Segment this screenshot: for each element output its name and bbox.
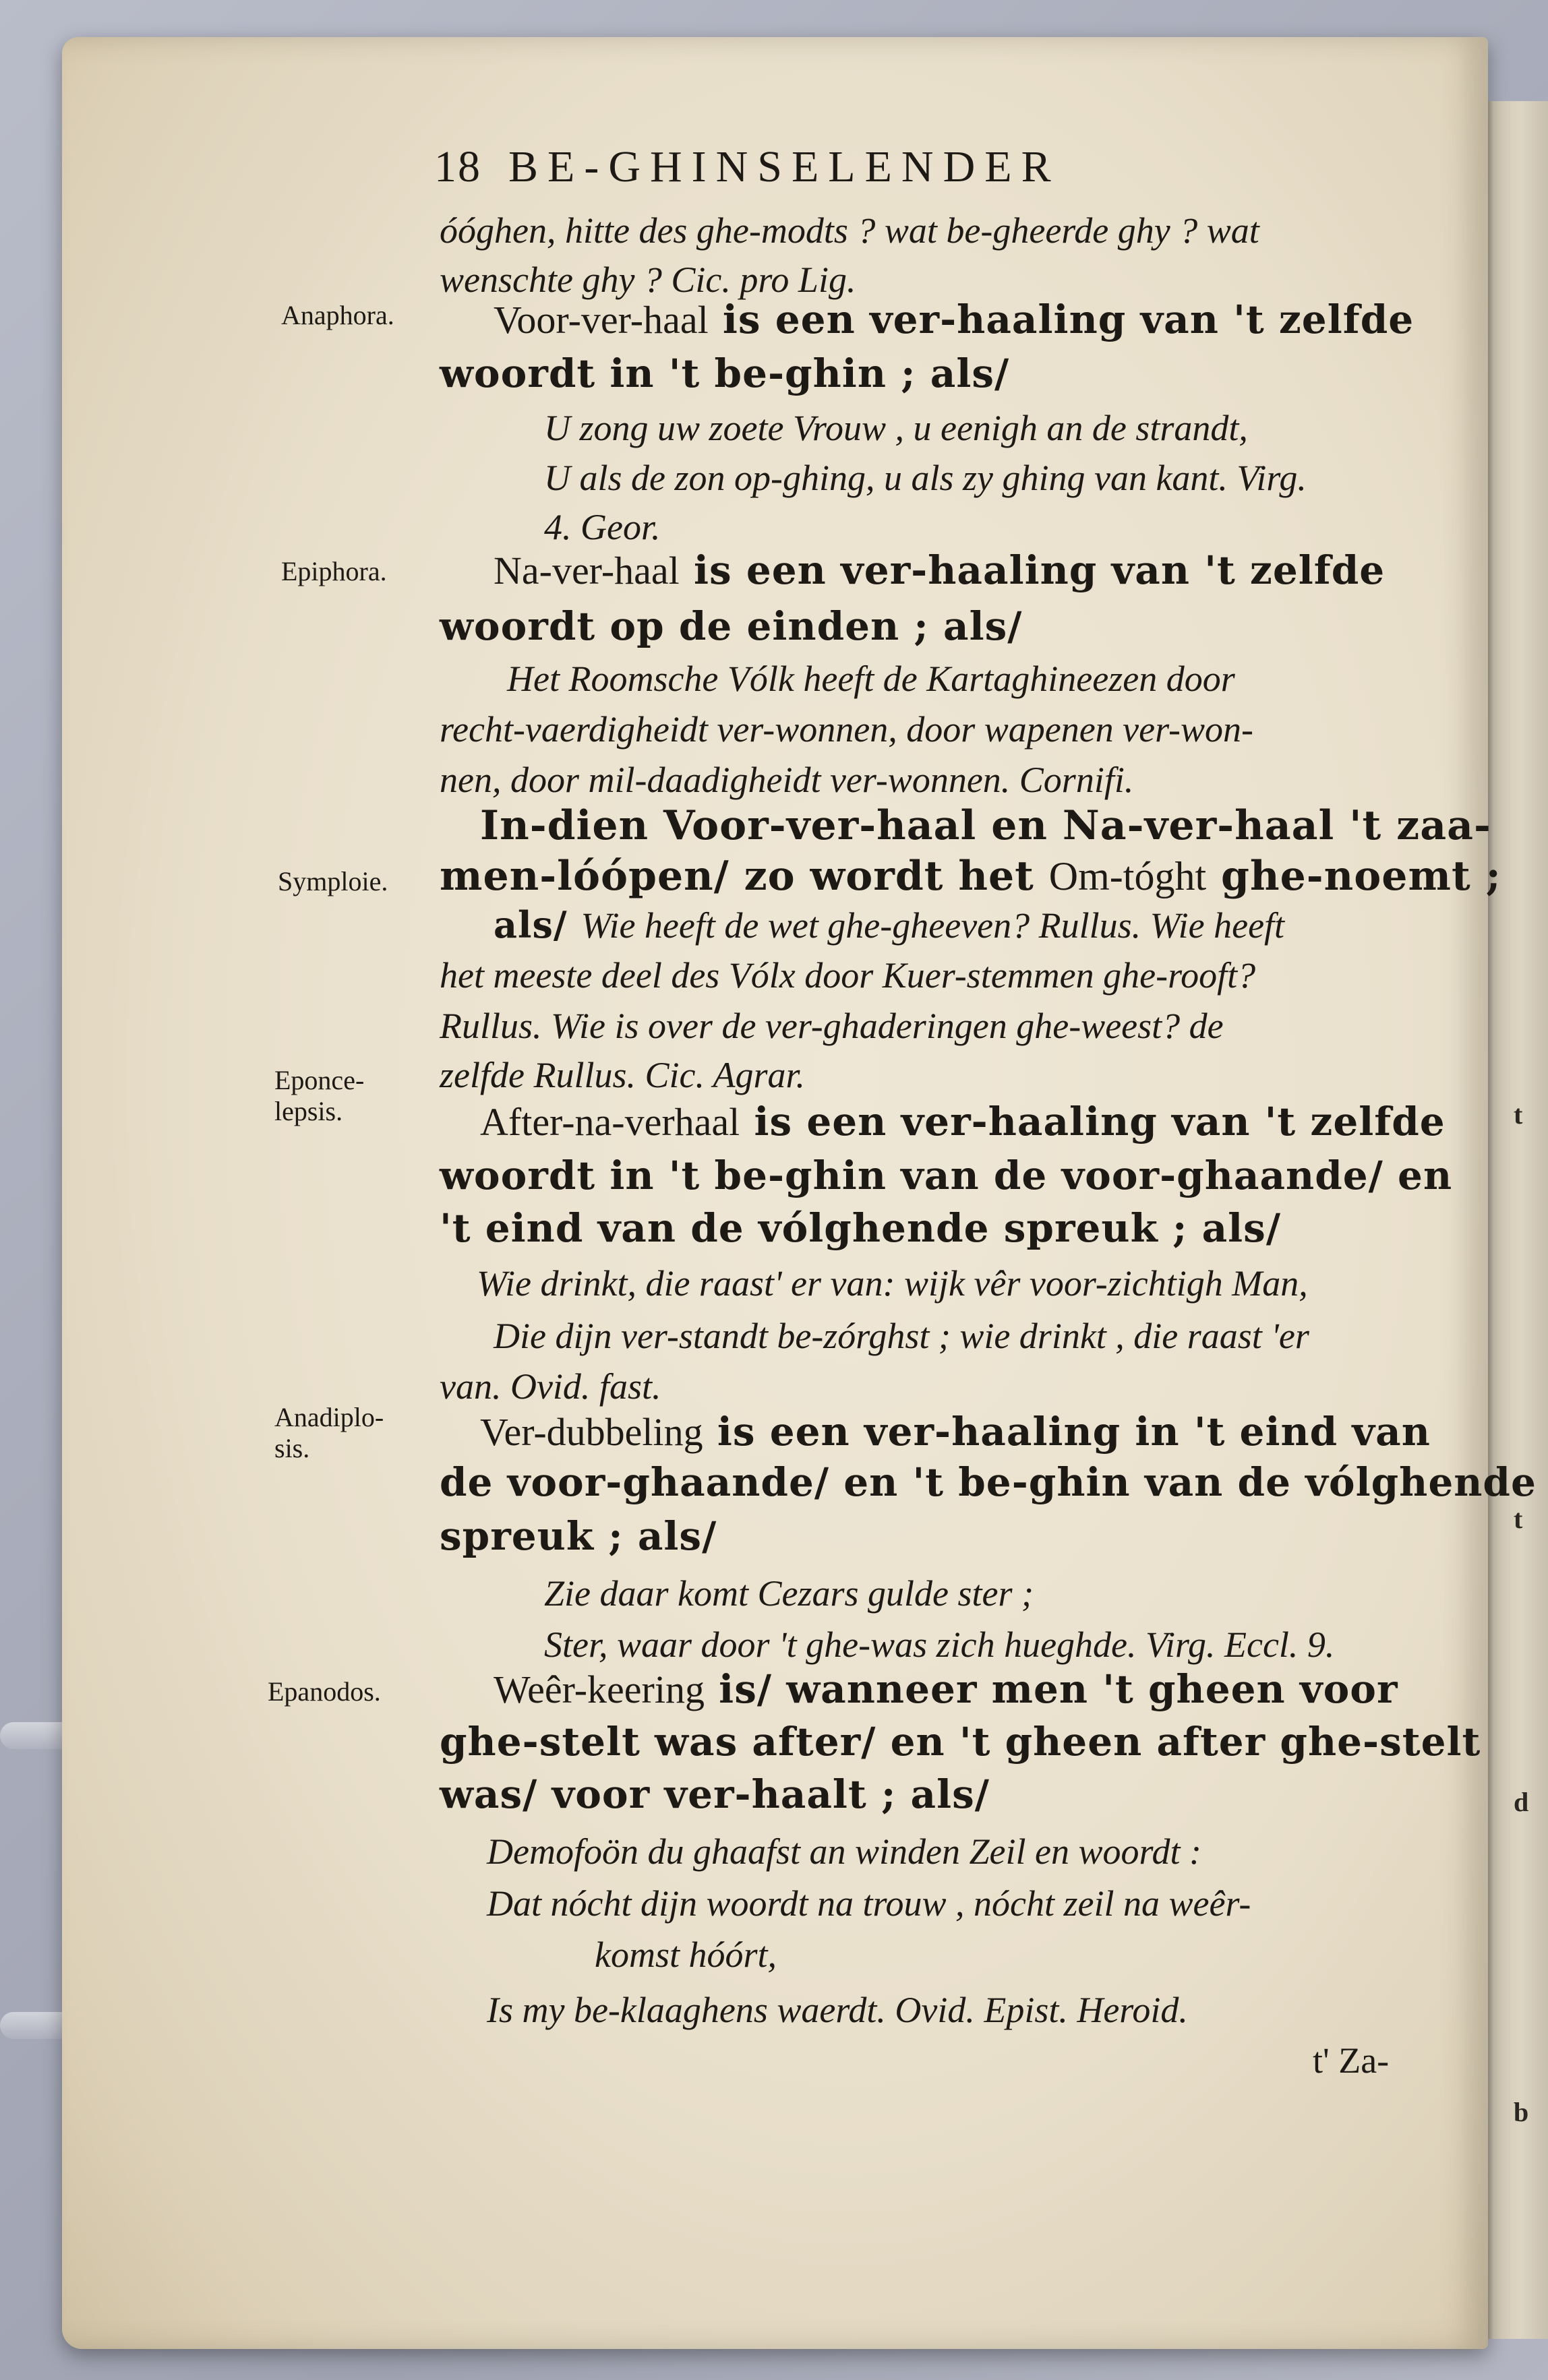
definition-text: men-lóópen/ zo wordt het [440, 853, 1049, 900]
definition-line [480, 1099, 1446, 1145]
margin-note-anadiplosis [274, 1402, 384, 1464]
definition-line: de voor-ghaande/ en 't be-ghin van de vólghende [440, 1459, 1537, 1505]
book-page [62, 37, 1537, 2349]
definition-text: is een ver-haaling van 't zelfde [708, 297, 1415, 342]
definition-line [480, 1409, 1431, 1455]
margin-note-anaphora: Anaphora. [281, 300, 394, 330]
term: Om-tóght [1048, 854, 1207, 898]
quote-line: 4. Geor. [544, 507, 661, 547]
quote-line: U zong uw zoete Vrouw , u eenigh an de strandt, [544, 408, 1248, 448]
definition-text: is een ver-haaling van 't zelfde [679, 547, 1386, 593]
definition-line: In-dien Voor-ver-haal en Na-ver-haal 't zaa- [480, 802, 1491, 849]
quote-line: U als de zon op-ghing, u als zy ghing van kant. Virg. [544, 458, 1307, 498]
facing-page-letter: t [1514, 1504, 1523, 1534]
quote-line: het meeste deel des Vólx door Kuer-stemmen ghe-rooft? [440, 955, 1256, 996]
text-line: wenschte ghy ? Cic. pro Lig. [440, 260, 856, 300]
catchword: t' Za- [1313, 2040, 1390, 2081]
definition-line [494, 547, 1386, 593]
quote-text: Wie heeft de wet ghe-gheeven? Rullus. Wie heeft [580, 905, 1285, 946]
margin-note-line: Eponce- [274, 1065, 365, 1095]
term: After-na-verhaal [480, 1100, 740, 1144]
margin-note-symploce: Symploie. [278, 866, 388, 896]
definition-line: woordt op de einden ; als/ [440, 603, 1023, 649]
definition-line [440, 853, 1501, 900]
definition-text: ghe-noemt ; [1206, 853, 1501, 900]
definition-line [494, 1666, 1398, 1712]
margin-note-epiphora: Epiphora. [281, 556, 387, 586]
definition-line: was/ voor ver-haalt ; als/ [440, 1771, 990, 1817]
definition-line: ghe-stelt was after/ en 't gheen after ghe-stelt [440, 1719, 1481, 1765]
definition-line: spreuk ; als/ [440, 1513, 717, 1559]
quote-line: Demofoön du ghaafst an winden Zeil en woordt : [487, 1831, 1201, 1872]
page-number: 18 [434, 142, 481, 191]
margin-note-line: lepsis. [274, 1096, 343, 1126]
facing-page-letter: t [1514, 1099, 1523, 1130]
quote-line: Zie daar komt Cezars gulde ster ; [544, 1573, 1034, 1614]
quote-line: zelfde Rullus. Cic. Agrar. [440, 1055, 806, 1095]
facing-page-edge [1480, 101, 1548, 2339]
quote-line: Wie drinkt, die raast' er van: wijk vêr voor-zichtigh Man, [477, 1263, 1308, 1304]
definition-line: woordt in 't be-ghin van de voor-ghaande/ en [440, 1153, 1453, 1198]
definition-text: is een ver-haaling van 't zelfde [740, 1099, 1446, 1145]
margin-note-line: Anadiplo- [274, 1402, 384, 1432]
definition-line [494, 903, 1285, 946]
quote-line: Het Roomsche Vólk heeft de Kartaghineezen door [507, 659, 1235, 699]
quote-line: Dat nócht dijn woordt na trouw , nócht zeil na weêr- [487, 1883, 1251, 1924]
quote-line: Is my be-klaaghens waerdt. Ovid. Epist. Heroid. [487, 1990, 1188, 2030]
facing-page-letter: d [1514, 1787, 1529, 1817]
quote-line: komst hóórt, [595, 1934, 777, 1975]
term: Weêr-keering [494, 1668, 705, 1711]
running-title: BE-GHINSELENDER [508, 142, 1061, 191]
quote-line: van. Ovid. fast. [440, 1366, 661, 1407]
definition-line: woordt in 't be-ghin ; als/ [440, 350, 1010, 396]
margin-note-line: sis. [274, 1433, 310, 1463]
definition-line [494, 297, 1415, 342]
facing-page-letter: b [1514, 2097, 1529, 2127]
quote-line: recht-vaerdigheidt ver-wonnen, door wapenen ver-won- [440, 709, 1254, 750]
margin-note-epanodos: Epanodos. [268, 1676, 381, 1707]
definition-text: is een ver-haaling in 't eind van [703, 1409, 1431, 1455]
running-header [434, 142, 1061, 193]
quote-line: Die dijn ver-standt be-zórghst ; wie drinkt , die raast 'er [494, 1316, 1309, 1356]
quote-line: Rullus. Wie is over de ver-ghaderingen ghe-weest? de [440, 1006, 1224, 1046]
text-line: óóghen, hitte des ghe-modts ? wat be-gheerde ghy ? wat [440, 210, 1259, 251]
definition-line: 't eind van de vólghende spreuk ; als/ [440, 1205, 1282, 1251]
term: Na-ver-haal [494, 549, 680, 592]
term: Voor-ver-haal [494, 298, 709, 342]
definition-text: als/ [494, 903, 581, 946]
quote-line: Ster, waar door 't ghe-was zich hueghde. Virg. Eccl. 9. [544, 1624, 1335, 1665]
term: Ver-dubbeling [480, 1410, 703, 1454]
quote-line: nen, door mil-daadigheidt ver-wonnen. Cornifi. [440, 760, 1134, 800]
margin-note-epanalepsis [274, 1065, 364, 1127]
definition-text: is/ wanneer men 't gheen voor [704, 1666, 1398, 1712]
